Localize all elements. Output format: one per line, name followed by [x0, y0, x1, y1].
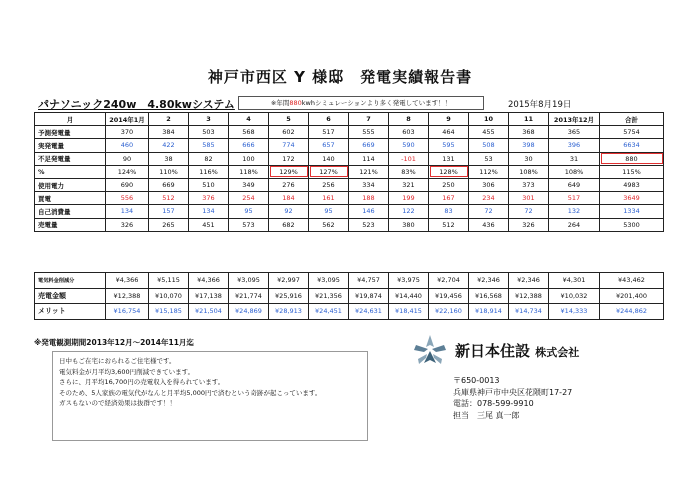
header-cell: 9: [429, 113, 469, 126]
money-cell: ¥18,415: [389, 304, 429, 320]
table-cell: 370: [106, 126, 149, 139]
table-cell: 380: [389, 218, 429, 231]
row-label: 予測発電量: [35, 126, 106, 139]
table-cell: 53: [469, 152, 509, 165]
address-line: 〒650-0013: [453, 376, 500, 385]
generation-table: [34, 112, 664, 232]
table-cell: 121%: [349, 165, 389, 178]
header-cell: 6: [309, 113, 349, 126]
table-row: [35, 126, 664, 139]
table-cell: 603: [389, 126, 429, 139]
money-cell: ¥2,997: [269, 273, 309, 289]
message-line: 日中もご在宅におられるご住宅様です。: [59, 357, 176, 365]
table-cell: 5754: [600, 126, 664, 139]
header-cell: 合計: [600, 113, 664, 126]
table-cell: 880: [600, 152, 664, 165]
table-cell: 92: [269, 205, 309, 218]
table-cell: 31: [549, 152, 600, 165]
table-cell: 368: [509, 126, 549, 139]
table-cell: 157: [149, 205, 189, 218]
table-cell: 3649: [600, 192, 664, 205]
money-cell: ¥10,032: [549, 288, 600, 304]
table-cell: 595: [429, 139, 469, 152]
money-cell: ¥12,388: [509, 288, 549, 304]
table-row: [35, 152, 664, 165]
table-cell: 464: [429, 126, 469, 139]
table-cell: 365: [549, 126, 600, 139]
table-row: [35, 192, 664, 205]
money-cell: ¥3,095: [229, 273, 269, 289]
table-cell: 127%: [309, 165, 349, 178]
money-table: [34, 272, 664, 320]
row-label: メリット: [35, 304, 106, 320]
table-cell: 90: [106, 152, 149, 165]
message-line: ガスもないので経済効果は抜群です！！: [59, 399, 176, 407]
table-cell: 118%: [229, 165, 269, 178]
row-label: 売電金額: [35, 288, 106, 304]
table-cell: 110%: [149, 165, 189, 178]
table-row: [35, 139, 664, 152]
money-cell: ¥21,774: [229, 288, 269, 304]
company-logo-icon: [410, 333, 450, 367]
table-cell: 556: [106, 192, 149, 205]
table-cell: 234: [469, 192, 509, 205]
table-cell: 134: [106, 205, 149, 218]
money-cell: ¥2,346: [469, 273, 509, 289]
note-pre: ※年間: [270, 99, 290, 107]
table-cell: 376: [189, 192, 229, 205]
table-cell: 95: [309, 205, 349, 218]
address-line: 兵庫県神戸市中央区花隈町17-27: [453, 387, 573, 397]
money-cell: ¥15,185: [149, 304, 189, 320]
money-cell: ¥12,388: [106, 288, 149, 304]
row-label: 実発電量: [35, 139, 106, 152]
header-cell: 11: [509, 113, 549, 126]
table-row: [35, 165, 664, 178]
money-cell: ¥5,115: [149, 273, 189, 289]
table-cell: 5300: [600, 218, 664, 231]
table-cell: 517: [309, 126, 349, 139]
row-label: %: [35, 165, 106, 178]
table-cell: 115%: [600, 165, 664, 178]
row-label: 自己消費量: [35, 205, 106, 218]
table-cell: 326: [509, 218, 549, 231]
table-cell: 562: [309, 218, 349, 231]
table-cell: 451: [189, 218, 229, 231]
table-cell: 396: [549, 139, 600, 152]
table-cell: 455: [469, 126, 509, 139]
table-cell: 276: [269, 178, 309, 191]
header-cell: 2: [149, 113, 189, 126]
money-cell: ¥19,456: [429, 288, 469, 304]
money-cell: ¥18,914: [469, 304, 509, 320]
table-cell: 72: [469, 205, 509, 218]
table-row: [35, 218, 664, 231]
table-cell: 38: [149, 152, 189, 165]
money-cell: ¥21,504: [189, 304, 229, 320]
table-cell: 254: [229, 192, 269, 205]
table-cell: 172: [269, 152, 309, 165]
table-cell: 83: [429, 205, 469, 218]
row-label: 買電: [35, 192, 106, 205]
money-cell: ¥3,095: [309, 273, 349, 289]
header-cell: 2014年1月: [106, 113, 149, 126]
table-cell: 306: [469, 178, 509, 191]
system-name: パナソニック240w 4.80kwシステム: [38, 98, 235, 111]
company-address: [453, 375, 572, 421]
table-cell: 100: [229, 152, 269, 165]
header-month-label: 月: [35, 113, 106, 126]
table-cell: 72: [509, 205, 549, 218]
table-cell: 95: [229, 205, 269, 218]
table-cell: 256: [309, 178, 349, 191]
table-cell: 4983: [600, 178, 664, 191]
table-cell: 83%: [389, 165, 429, 178]
table-row: [35, 205, 664, 218]
table-cell: 326: [106, 218, 149, 231]
annual-note: [238, 96, 484, 110]
table-cell: 131: [429, 152, 469, 165]
money-cell: ¥25,916: [269, 288, 309, 304]
report-date: 2015年8月19日: [508, 100, 572, 110]
table-cell: 690: [106, 178, 149, 191]
table-cell: 657: [309, 139, 349, 152]
money-cell: ¥28,913: [269, 304, 309, 320]
table-cell: 503: [189, 126, 229, 139]
table-cell: 161: [309, 192, 349, 205]
table-cell: 573: [229, 218, 269, 231]
table-cell: 585: [189, 139, 229, 152]
message-line: さらに、月平均16,700円の売電収入を得られています。: [59, 378, 225, 386]
money-cell: ¥43,462: [600, 273, 664, 289]
money-cell: ¥14,440: [389, 288, 429, 304]
money-cell: ¥201,400: [600, 288, 664, 304]
table-cell: 669: [349, 139, 389, 152]
table-cell: 132: [549, 205, 600, 218]
row-label: 売電量: [35, 218, 106, 231]
money-cell: ¥2,704: [429, 273, 469, 289]
money-cell: ¥244,862: [600, 304, 664, 320]
table-cell: 250: [429, 178, 469, 191]
table-cell: 512: [429, 218, 469, 231]
money-cell: ¥17,138: [189, 288, 229, 304]
table-cell: 167: [429, 192, 469, 205]
table-cell: 265: [149, 218, 189, 231]
money-cell: ¥24,451: [309, 304, 349, 320]
header-cell: 7: [349, 113, 389, 126]
money-cell: ¥3,975: [389, 273, 429, 289]
table-cell: 116%: [189, 165, 229, 178]
header-cell: 2013年12月: [549, 113, 600, 126]
money-cell: ¥21,356: [309, 288, 349, 304]
table-cell: 436: [469, 218, 509, 231]
table-cell: 112%: [469, 165, 509, 178]
table-cell: 568: [229, 126, 269, 139]
table-cell: 398: [509, 139, 549, 152]
table-cell: 508: [469, 139, 509, 152]
table-cell: 510: [189, 178, 229, 191]
header-cell: 3: [189, 113, 229, 126]
money-cell: ¥16,568: [469, 288, 509, 304]
address-line: 担当 三尾 真一郎: [453, 410, 520, 420]
table-cell: 146: [349, 205, 389, 218]
table-cell: 30: [509, 152, 549, 165]
table-cell: 512: [149, 192, 189, 205]
table-cell: 1334: [600, 205, 664, 218]
table-cell: 517: [549, 192, 600, 205]
money-row: [35, 288, 664, 304]
money-cell: ¥24,631: [349, 304, 389, 320]
money-cell: ¥10,070: [149, 288, 189, 304]
money-cell: ¥14,734: [509, 304, 549, 320]
table-cell: 82: [189, 152, 229, 165]
table-cell: 114: [349, 152, 389, 165]
table-cell: 6634: [600, 139, 664, 152]
table-cell: 188: [349, 192, 389, 205]
observation-period: ※発電観測期間2013年12月～2014年11月迄: [34, 338, 194, 347]
table-cell: 128%: [429, 165, 469, 178]
table-cell: 129%: [269, 165, 309, 178]
table-cell: 108%: [509, 165, 549, 178]
table-cell: 649: [549, 178, 600, 191]
table-header-row: [35, 113, 664, 126]
table-cell: 422: [149, 139, 189, 152]
table-cell: 523: [349, 218, 389, 231]
table-cell: 334: [349, 178, 389, 191]
money-cell: ¥22,160: [429, 304, 469, 320]
message-box: [52, 351, 368, 441]
table-cell: 666: [229, 139, 269, 152]
note-highlight: 880: [289, 99, 302, 107]
table-cell: 682: [269, 218, 309, 231]
company-name: [455, 340, 579, 361]
table-cell: 669: [149, 178, 189, 191]
company-name-text: 新日本住設: [455, 342, 531, 360]
table-cell: 555: [349, 126, 389, 139]
address-line: 電話：078-599-9910: [453, 399, 534, 408]
table-cell: 124%: [106, 165, 149, 178]
table-cell: 264: [549, 218, 600, 231]
table-cell: 373: [509, 178, 549, 191]
money-row: [35, 304, 664, 320]
money-cell: ¥24,869: [229, 304, 269, 320]
money-cell: ¥19,874: [349, 288, 389, 304]
row-label: 不足発電量: [35, 152, 106, 165]
table-cell: 108%: [549, 165, 600, 178]
table-cell: 199: [389, 192, 429, 205]
money-cell: ¥4,757: [349, 273, 389, 289]
table-cell: 122: [389, 205, 429, 218]
row-label: 使用電力: [35, 178, 106, 191]
table-cell: 590: [389, 139, 429, 152]
money-cell: ¥16,754: [106, 304, 149, 320]
header-cell: 8: [389, 113, 429, 126]
table-cell: 774: [269, 139, 309, 152]
money-cell: ¥4,366: [189, 273, 229, 289]
company-type: 株式会社: [535, 346, 580, 359]
header-cell: 10: [469, 113, 509, 126]
message-line: 電気料金が月平均3,600円削減できています。: [59, 367, 195, 376]
note-post: kwhシミュレーションより多く発電しています！！: [301, 99, 452, 107]
table-row: [35, 178, 664, 191]
table-cell: 384: [149, 126, 189, 139]
header-cell: 5: [269, 113, 309, 126]
table-cell: 140: [309, 152, 349, 165]
table-cell: 321: [389, 178, 429, 191]
money-cell: ¥4,301: [549, 273, 600, 289]
money-row: [35, 273, 664, 289]
money-cell: ¥4,366: [106, 273, 149, 289]
table-cell: 184: [269, 192, 309, 205]
table-cell: 602: [269, 126, 309, 139]
table-cell: 301: [509, 192, 549, 205]
header-cell: 4: [229, 113, 269, 126]
row-label: 電気料金削減分: [35, 273, 106, 289]
table-cell: 134: [189, 205, 229, 218]
money-cell: ¥14,333: [549, 304, 600, 320]
page-title: 神戸市西区 Y 様邸 発電実績報告書: [207, 68, 473, 86]
table-cell: 349: [229, 178, 269, 191]
table-cell: 460: [106, 139, 149, 152]
message-line: そのため、5人家族の電気代がなんと月平均5,000円で済むという奇跡が起こっています。: [59, 388, 322, 397]
money-cell: ¥2,346: [509, 273, 549, 289]
table-cell: -101: [389, 152, 429, 165]
